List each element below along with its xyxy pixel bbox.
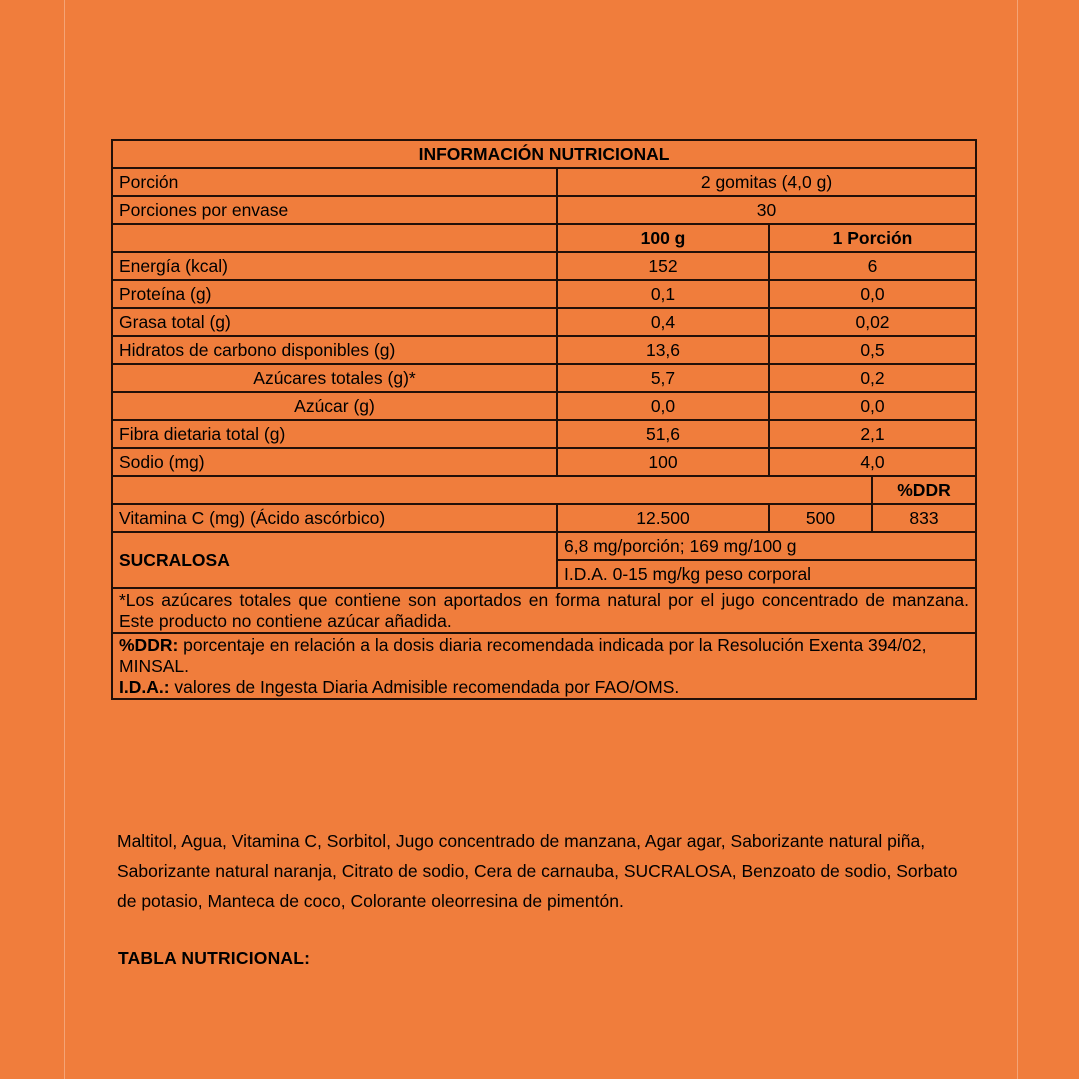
sucralosa-amount: 6,8 mg/porción; 169 mg/100 g [557,532,976,560]
table-row-sucralosa-amount [112,532,976,560]
ddr-header-blank [112,476,872,504]
page-margin-rule-right [1017,0,1018,1079]
ddr-header-label: %DDR [872,476,976,504]
servings-per-container-label: Porciones por envase [112,196,557,224]
table-row-serving [112,168,976,196]
nutrient-value-serving: 0,5 [769,336,976,364]
sucralosa-ida: I.D.A. 0-15 mg/kg peso corporal [557,560,976,588]
vitamin-c-value-serving: 500 [769,504,872,532]
nutrient-value-serving: 6 [769,252,976,280]
page-margin-rule-left [64,0,65,1079]
column-header-per-serving: 1 Porción [769,224,976,252]
nutrient-value-100g: 0,1 [557,280,769,308]
servings-per-container-value: 30 [557,196,976,224]
nutrient-value-serving: 0,02 [769,308,976,336]
section-label-tabla-nutricional: TABLA NUTRICIONAL: [118,948,311,968]
footnote-ddr-prefix: %DDR: [119,635,179,656]
column-header-per-100g: 100 g [557,224,769,252]
table-row-servings-per-container [112,196,976,224]
nutrition-facts-table [111,139,977,700]
nutrient-value-100g: 0,4 [557,308,769,336]
nutrient-value-100g: 100 [557,448,769,476]
footnote-ddr [119,635,969,676]
nutrient-value-serving: 0,2 [769,364,976,392]
serving-label: Porción [112,168,557,196]
nutrient-value-100g: 152 [557,252,769,280]
table-row [112,308,976,336]
footnote-sugars: *Los azúcares totales que contiene son aportados en forma natural por el jugo concentrado de manzana. Este producto no contiene azúcar añadida. [112,588,976,633]
nutrient-label: Hidratos de carbono disponibles (g) [112,336,557,364]
table-row [112,420,976,448]
footnote-ida-prefix: I.D.A.: [119,676,170,697]
nutrient-label: Sodio (mg) [112,448,557,476]
table-title-row [112,140,976,168]
table-column-header-row [112,224,976,252]
table-row [112,364,976,392]
vitamin-c-value-100g: 12.500 [557,504,769,532]
nutrition-table-title: INFORMACIÓN NUTRICIONAL [112,140,976,168]
nutrient-label: Azúcares totales (g)* [112,364,557,392]
nutrient-label: Energía (kcal) [112,252,557,280]
footnote-ida-text: valores de Ingesta Diaria Admisible recomendada por FAO/OMS. [169,676,680,697]
table-row-vitamin-c [112,504,976,532]
table-row [112,336,976,364]
nutrient-value-serving: 0,0 [769,392,976,420]
table-row-ddr-header [112,476,976,504]
nutrient-value-serving: 4,0 [769,448,976,476]
table-row-footnote-sugars [112,588,976,633]
nutrient-value-serving: 0,0 [769,280,976,308]
vitamin-c-ddr: 833 [872,504,976,532]
vitamin-c-label: Vitamina C (mg) (Ácido ascórbico) [112,504,557,532]
nutrient-label: Fibra dietaria total (g) [112,420,557,448]
table-row [112,448,976,476]
nutrient-value-100g: 0,0 [557,392,769,420]
ingredients-paragraph: Maltitol, Agua, Vitamina C, Sorbitol, Jugo concentrado de manzana, Agar agar, Saborizante natural piña, Saborizante natural naranja, Citrato de sodio, Cera de carnauba, SUCRALOSA, Benzoato de sodio, Sorbato de potasio, Manteca de coco, Colorante oleorresina de pimentón. [117,831,958,912]
nutrient-value-100g: 5,7 [557,364,769,392]
nutrient-value-serving: 2,1 [769,420,976,448]
table-row [112,280,976,308]
nutrient-label: Azúcar (g) [112,392,557,420]
sucralosa-label: SUCRALOSA [112,532,557,588]
nutrient-label: Proteína (g) [112,280,557,308]
table-row [112,392,976,420]
footnote-ddr-text: porcentaje en relación a la dosis diaria recomendada indicada por la Resolución Exenta 394/02, MINSAL. [119,635,927,676]
column-header-blank [112,224,557,252]
nutrient-value-100g: 51,6 [557,420,769,448]
serving-value: 2 gomitas (4,0 g) [557,168,976,196]
nutrient-value-100g: 13,6 [557,336,769,364]
nutrition-facts-table-container [111,139,975,700]
nutrient-label: Grasa total (g) [112,308,557,336]
footnote-ida [119,677,969,698]
table-row [112,252,976,280]
footnote-ddr-ida-group [112,633,976,699]
table-row-footnote-ddr-ida [112,633,976,699]
